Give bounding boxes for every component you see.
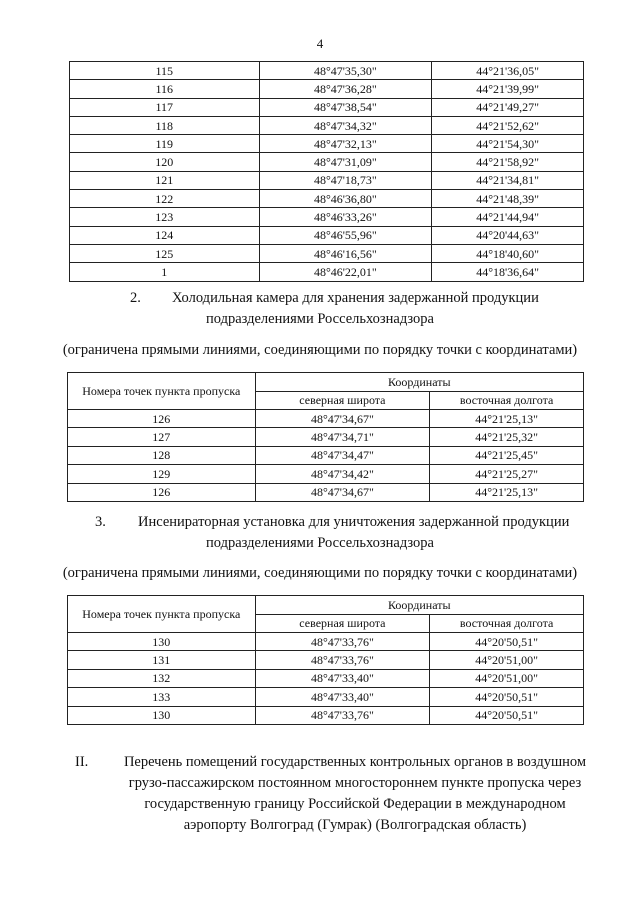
longitude-cell: 44°21'25,13": [430, 483, 584, 501]
point-number-cell: 129: [68, 465, 256, 483]
header-lon: восточная долгота: [430, 615, 584, 633]
point-number-cell: 122: [70, 190, 260, 208]
table-row: [68, 688, 584, 706]
longitude-cell: 44°21'25,13": [430, 410, 584, 428]
table-row: [70, 98, 584, 116]
longitude-cell: 44°21'58,92": [432, 153, 584, 171]
table-row: [68, 651, 584, 669]
point-number-cell: 128: [68, 446, 256, 464]
section-3-note: (ограничена прямыми линиями, соединяющими по порядку точки с координатами): [62, 565, 578, 581]
point-number-cell: 121: [70, 171, 260, 189]
latitude-cell: 48°47'32,13": [259, 135, 432, 153]
longitude-cell: 44°21'52,62": [432, 116, 584, 134]
latitude-cell: 48°47'33,40": [255, 688, 430, 706]
longitude-cell: 44°21'36,05": [432, 62, 584, 80]
table-row: [70, 244, 584, 262]
point-number-cell: 132: [68, 669, 256, 687]
table-row: [70, 116, 584, 134]
latitude-cell: 48°47'33,76": [255, 651, 430, 669]
point-number-cell: 117: [70, 98, 260, 116]
table-row: [70, 208, 584, 226]
longitude-cell: 44°18'40,60": [432, 244, 584, 262]
longitude-cell: 44°20'50,51": [430, 688, 584, 706]
latitude-cell: 48°47'34,47": [255, 446, 430, 464]
header-coords: Координаты: [255, 596, 583, 615]
section-3-line2: подразделениями Россельхознадзора: [205, 535, 434, 551]
longitude-cell: 44°21'54,30": [432, 135, 584, 153]
longitude-cell: 44°20'51,00": [430, 651, 584, 669]
point-number-cell: 125: [70, 244, 260, 262]
point-number-cell: 126: [68, 410, 256, 428]
latitude-cell: 48°47'36,28": [259, 80, 432, 98]
latitude-cell: 48°47'31,09": [259, 153, 432, 171]
table-row: [68, 706, 584, 724]
longitude-cell: 44°21'25,45": [430, 446, 584, 464]
section-ii-number: II.: [75, 754, 89, 770]
point-number-cell: 130: [68, 706, 256, 724]
section-2-line1: Холодильная камера для хранения задержанной продукции: [172, 290, 539, 306]
point-number-cell: 133: [68, 688, 256, 706]
longitude-cell: 44°21'49,27": [432, 98, 584, 116]
latitude-cell: 48°47'33,40": [255, 669, 430, 687]
longitude-cell: 44°20'50,51": [430, 633, 584, 651]
point-number-cell: 123: [70, 208, 260, 226]
section-2-line2: подразделениями Россельхознадзора: [205, 311, 434, 327]
latitude-cell: 48°47'33,76": [255, 706, 430, 724]
header-points: Номера точек пункта пропуска: [68, 596, 256, 633]
table-row: [68, 465, 584, 483]
coordinates-table-3: [67, 595, 584, 725]
header-lon: восточная долгота: [430, 392, 584, 410]
latitude-cell: 48°46'22,01": [259, 263, 432, 281]
point-number-cell: 131: [68, 651, 256, 669]
header-lat: северная широта: [255, 392, 430, 410]
point-number-cell: 118: [70, 116, 260, 134]
table-row: [70, 135, 584, 153]
point-number-cell: 1: [70, 263, 260, 281]
longitude-cell: 44°18'36,64": [432, 263, 584, 281]
latitude-cell: 48°47'35,30": [259, 62, 432, 80]
longitude-cell: 44°20'44,63": [432, 226, 584, 244]
latitude-cell: 48°47'33,76": [255, 633, 430, 651]
latitude-cell: 48°47'34,67": [255, 410, 430, 428]
point-number-cell: 127: [68, 428, 256, 446]
table-row: [68, 410, 584, 428]
latitude-cell: 48°47'34,67": [255, 483, 430, 501]
latitude-cell: 48°47'34,32": [259, 116, 432, 134]
latitude-cell: 48°47'34,71": [255, 428, 430, 446]
table-row: [70, 190, 584, 208]
point-number-cell: 120: [70, 153, 260, 171]
header-coords: Координаты: [255, 373, 583, 392]
coordinates-table-2: [67, 372, 584, 502]
section-ii-text: Перечень помещений государственных контрольных органов в воздушном грузо-пассажирском постоянном многостороннем пункте пропуска через государственную границу Российской Федерации в международном аэропорту Волгоград (Гумрак) (Волгоградская область): [123, 754, 587, 833]
table-row: [68, 446, 584, 464]
header-lat: северная широта: [255, 615, 430, 633]
section-3-line1: Инсенираторная установка для уничтожения задержанной продукции: [138, 514, 570, 530]
latitude-cell: 48°47'18,73": [259, 171, 432, 189]
longitude-cell: 44°21'34,81": [432, 171, 584, 189]
table-row: [68, 428, 584, 446]
latitude-cell: 48°46'36,80": [259, 190, 432, 208]
longitude-cell: 44°21'25,27": [430, 465, 584, 483]
table-row: [70, 263, 584, 281]
longitude-cell: 44°21'44,94": [432, 208, 584, 226]
point-number-cell: 119: [70, 135, 260, 153]
longitude-cell: 44°21'48,39": [432, 190, 584, 208]
table-row: [70, 62, 584, 80]
latitude-cell: 48°46'16,56": [259, 244, 432, 262]
point-number-cell: 130: [68, 633, 256, 651]
header-points: Номера точек пункта пропуска: [68, 373, 256, 410]
table-row: [68, 483, 584, 501]
table-row: [70, 171, 584, 189]
table-row: [70, 153, 584, 171]
latitude-cell: 48°47'34,42": [255, 465, 430, 483]
longitude-cell: 44°21'25,32": [430, 428, 584, 446]
latitude-cell: 48°47'38,54": [259, 98, 432, 116]
section-3-number: 3.: [95, 514, 106, 530]
longitude-cell: 44°20'50,51": [430, 706, 584, 724]
table-row: [68, 669, 584, 687]
section-2-note: (ограничена прямыми линиями, соединяющими по порядку точки с координатами): [62, 342, 578, 358]
latitude-cell: 48°46'55,96": [259, 226, 432, 244]
latitude-cell: 48°46'33,26": [259, 208, 432, 226]
page-number: 4: [316, 36, 324, 51]
section-2-number: 2.: [130, 290, 141, 306]
table-row: [70, 80, 584, 98]
coordinates-table-1: [69, 61, 584, 282]
table-row: [70, 226, 584, 244]
point-number-cell: 126: [68, 483, 256, 501]
point-number-cell: 115: [70, 62, 260, 80]
point-number-cell: 116: [70, 80, 260, 98]
table-row: [68, 633, 584, 651]
point-number-cell: 124: [70, 226, 260, 244]
longitude-cell: 44°21'39,99": [432, 80, 584, 98]
longitude-cell: 44°20'51,00": [430, 669, 584, 687]
